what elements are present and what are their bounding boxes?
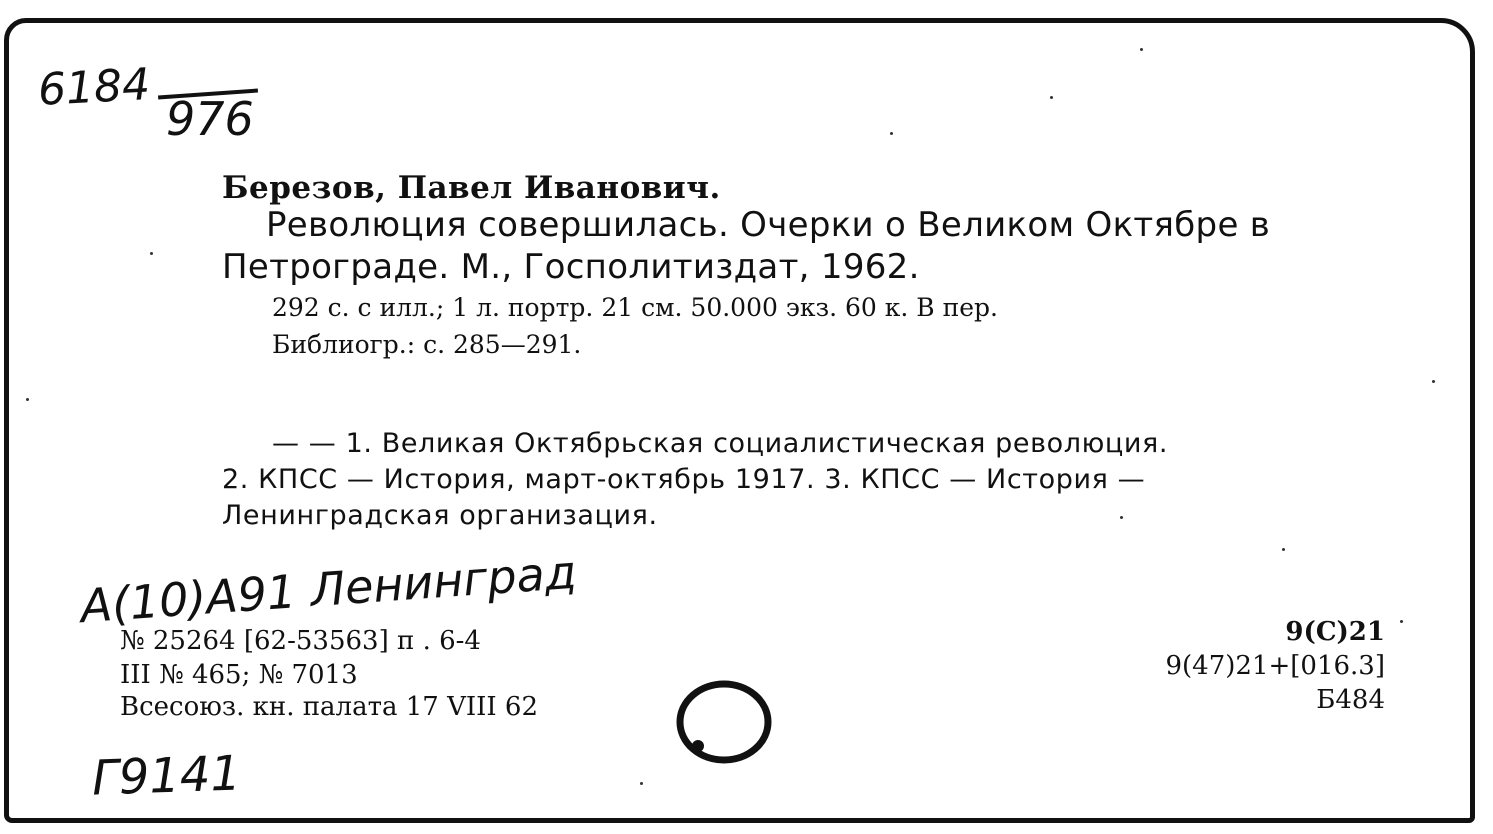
scan-speck [1120, 516, 1123, 519]
classification-3: Б484 [1316, 685, 1385, 715]
imprint-line-1: № 25264 [62-53563] п . 6-4 [120, 626, 481, 656]
classification-1: 9(С)21 [1285, 617, 1385, 647]
author-heading: Березов, Павел Иванович. [222, 170, 721, 206]
handwritten-bottom-number: Г9141 [91, 745, 242, 807]
scan-speck [1140, 48, 1143, 51]
scan-speck [26, 398, 29, 401]
handwritten-location: A(10)A91 Ленинград [78, 544, 579, 634]
title-line-2: Петрограде. М., Госполитиздат, 1962. [222, 247, 920, 287]
scan-speck [1282, 548, 1285, 551]
physical-description: 292 с. с илл.; 1 л. портр. 21 см. 50.000 экз. 60 к. В пер. [272, 293, 999, 322]
scan-speck [890, 132, 893, 135]
call-number-bottom: 976 [166, 92, 254, 146]
scan-speck [150, 252, 153, 255]
scan-speck [1432, 380, 1435, 383]
subjects-line-1: — — 1. Великая Октябрьская социалистическая революция. [272, 428, 1169, 459]
subjects-line-3: Ленинградская организация. [222, 500, 658, 531]
call-number-top: 6184 [36, 59, 152, 116]
imprint-line-3: Всесоюз. кн. палата 17 VIII 62 [120, 692, 539, 722]
subjects-line-2: 2. КПСС — История, март-октябрь 1917. 3. КПСС — История — [222, 464, 1146, 495]
classification-2: 9(47)21+[016.3] [1165, 651, 1385, 681]
title-line-1: Революция совершилась. Очерки о Великом Октябре в [266, 205, 1271, 245]
scan-speck [1050, 96, 1053, 99]
imprint-line-2: III № 465; № 7013 [120, 660, 358, 690]
scan-speck [640, 782, 643, 785]
scan-speck [1400, 620, 1403, 623]
bibliography-note: Библиогр.: с. 285—291. [272, 330, 582, 359]
ink-ring-stamp [672, 676, 782, 772]
